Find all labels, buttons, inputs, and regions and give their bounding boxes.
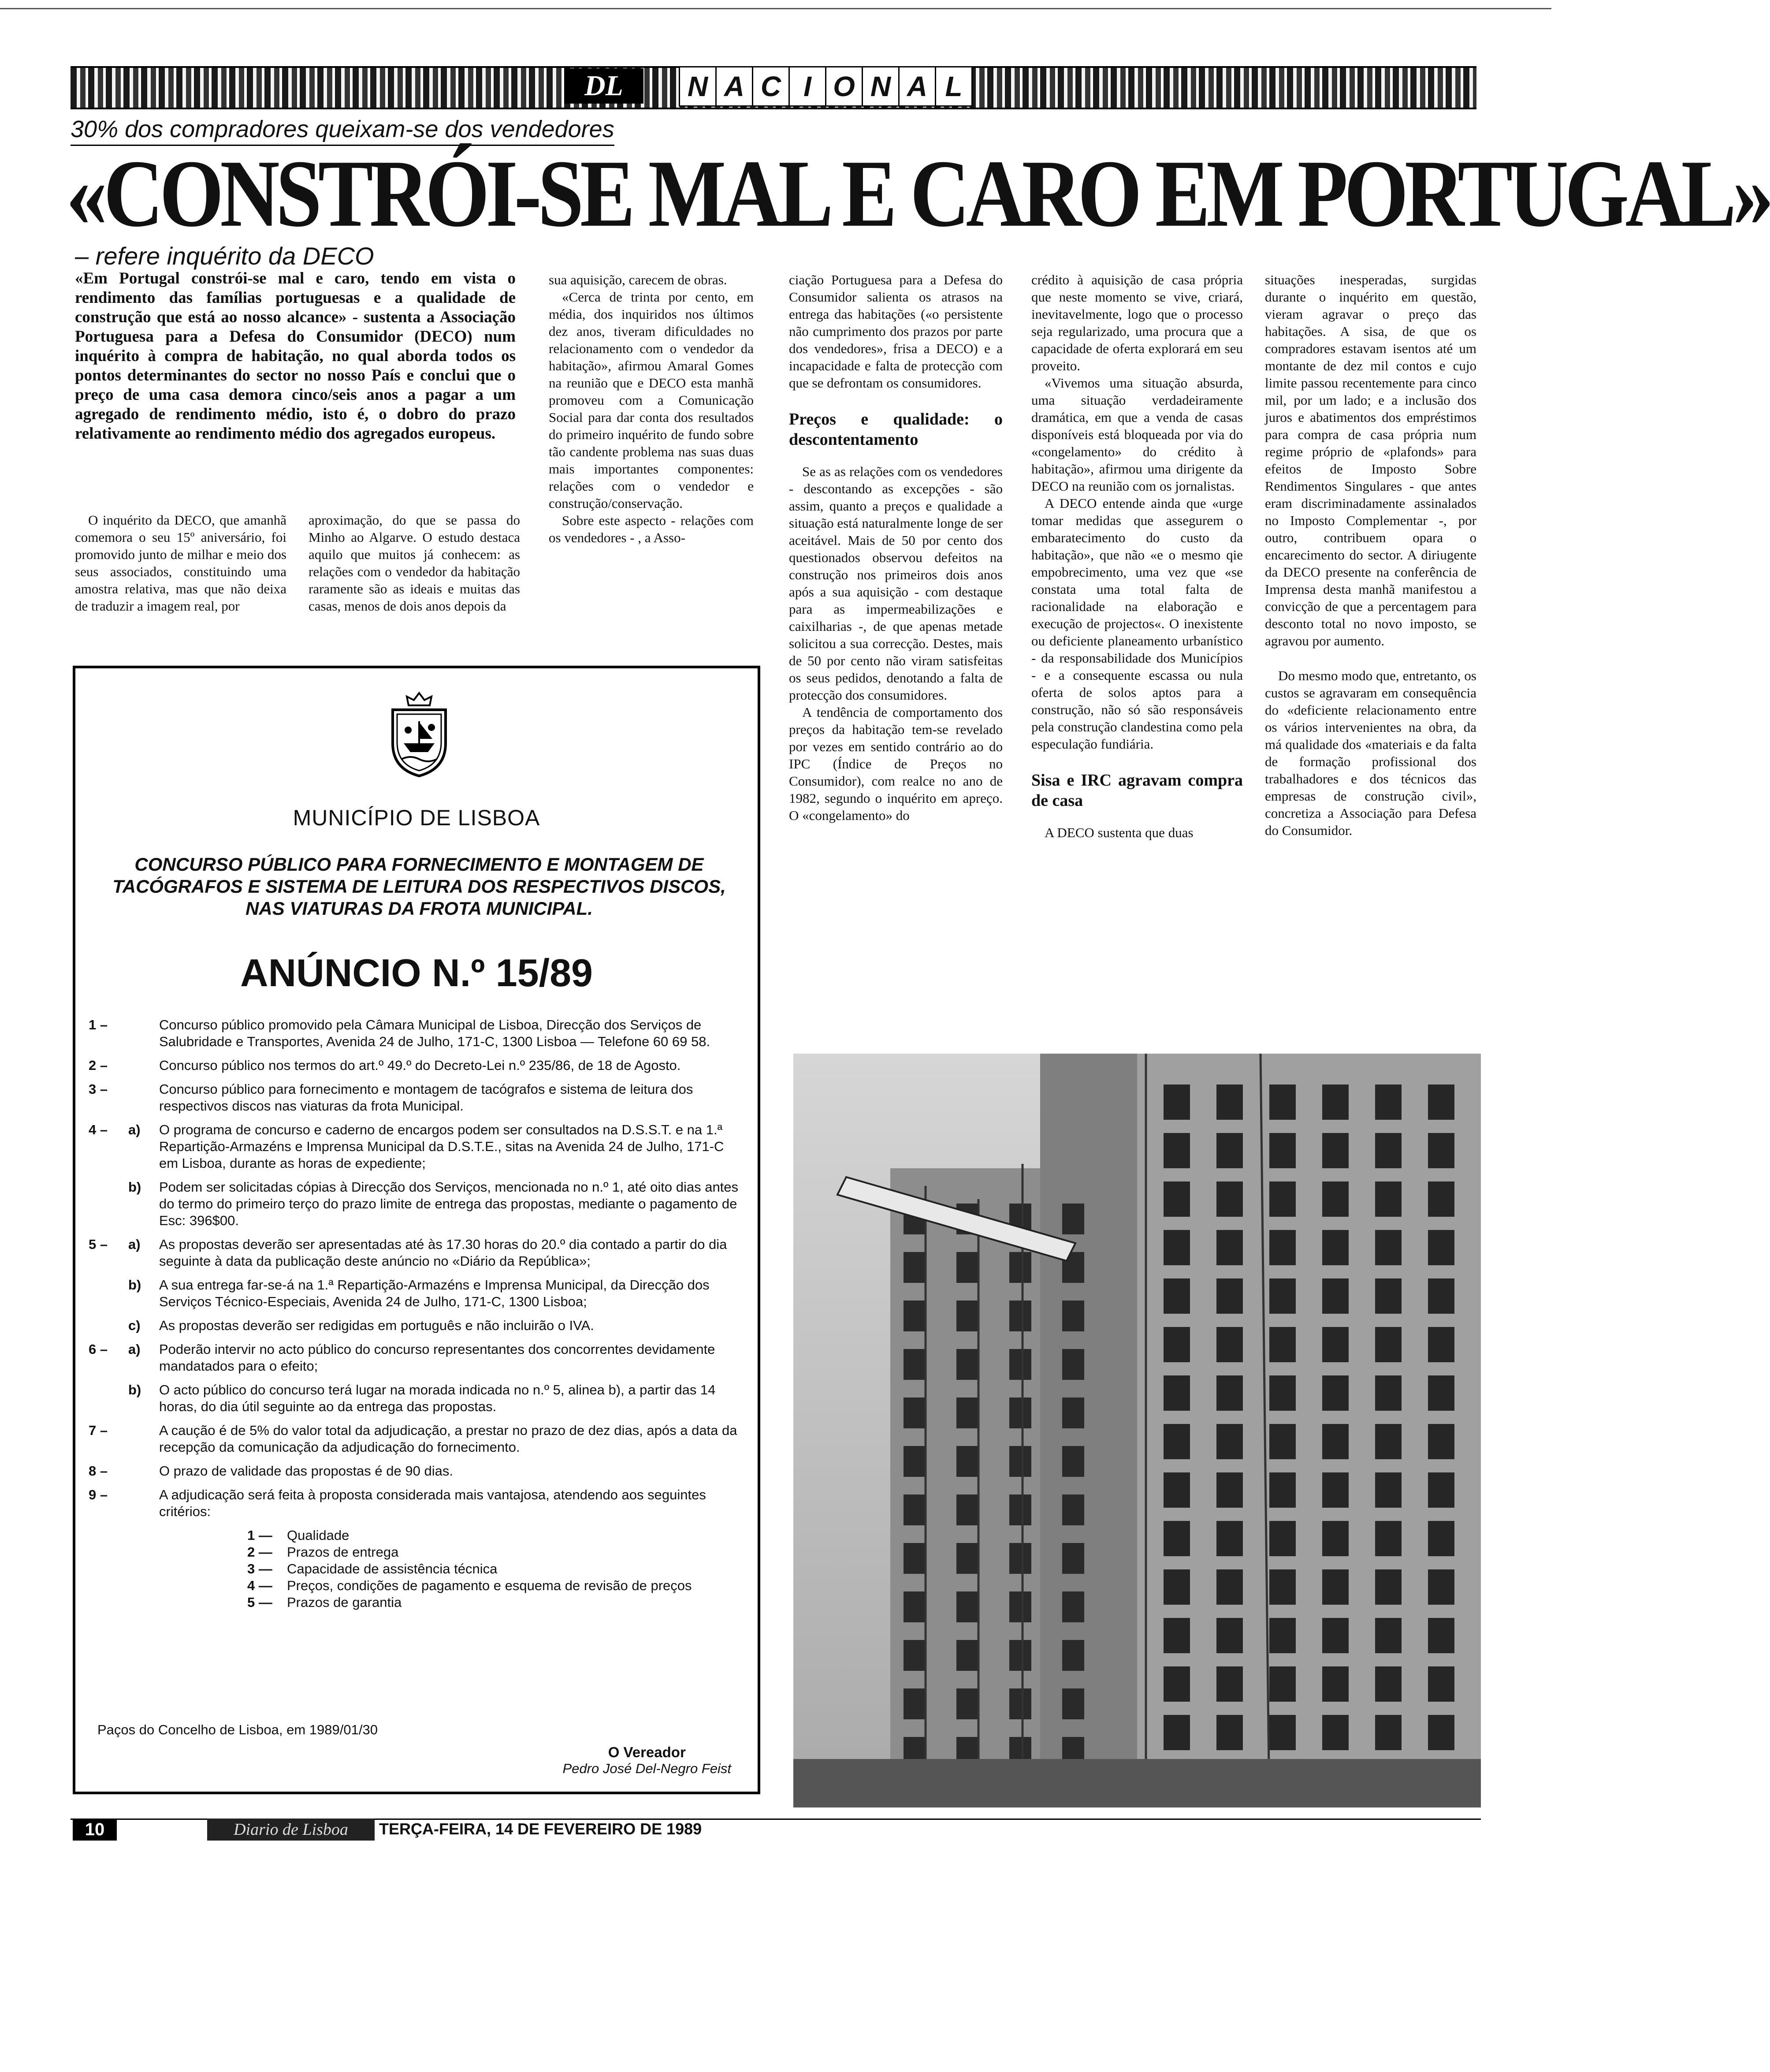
window-mark [1375, 1230, 1402, 1265]
window-mark [1269, 1181, 1296, 1217]
item-subletter: b) [128, 1179, 141, 1195]
criterion [247, 1561, 745, 1577]
window-mark [1269, 1569, 1296, 1605]
window-mark [1322, 1521, 1349, 1556]
window-mark [1322, 1084, 1349, 1120]
window-mark [1164, 1569, 1190, 1605]
item-text: A adjudicação será feita à proposta considerada mais vantajosa, atendendo aos seguintes critérios: [159, 1487, 706, 1519]
section-letter: A [898, 66, 935, 107]
window-mark [1062, 1591, 1084, 1622]
subheading: Preços e qualidade: o descontentamento [789, 410, 1003, 449]
notice-item [89, 1487, 745, 1520]
criterion-number: 2 — [247, 1544, 272, 1560]
paragraph: ciação Portuguesa para a Defesa do Consumidor salienta os atrasos na entrega das habitações («o persistente não cumprimento dos prazos por parte dos vendedores», frisa a DECO) e a incapacidade e falta de protecção com que se defrontam os consumidores. [789, 272, 1003, 391]
window-mark [956, 1688, 978, 1719]
notice-item [89, 1179, 745, 1229]
section-label [679, 66, 973, 106]
municipal-notice [73, 666, 760, 1794]
window-mark [1375, 1569, 1402, 1605]
window-mark [1009, 1640, 1031, 1671]
window-mark [1269, 1327, 1296, 1362]
article-column-b [309, 511, 520, 615]
window-mark [1428, 1715, 1454, 1750]
window-mark [1269, 1230, 1296, 1265]
window-mark [1375, 1424, 1402, 1459]
article-column-a [75, 511, 286, 615]
item-number: 5 – [89, 1237, 108, 1252]
window-mark [904, 1397, 926, 1428]
window-mark [1062, 1688, 1084, 1719]
item-text: Concurso público para fornecimento e montagem de tacógrafos e sistema de leitura dos respectivos discos nas viaturas da frota Municipal. [159, 1081, 693, 1114]
paragraph: A DECO entende ainda que «urge tomar medidas que assegurem o embaratecimento do custo da habitação», que não «e o mesmo qie empobrecimento, uma vez que «se constata uma total falta de racionalidade na elaboração e execução de projectos«. O inexistente ou deficiente planeamento urbanístico - da responsabilidade dos Municípios - e a consequente escassa ou nula oferta de solos aptos para a construção, não só são responsáveis pela construção clandestina como pela especulação fundiária. [1031, 496, 1243, 752]
window-mark [1375, 1666, 1402, 1702]
item-number: 8 – [89, 1463, 108, 1479]
item-text: O programa de concurso e caderno de encargos podem ser consultados na D.S.S.T. e na 1.ª Repartição-Armazéns e Imprensa Municipal da D.S.T.E., sitas na Avenida 24 de Julho, 171-C em Lisboa, durante as horas de expediente; [159, 1122, 724, 1171]
window-mark [1322, 1569, 1349, 1605]
window-mark [1164, 1327, 1190, 1362]
window-mark [904, 1446, 926, 1477]
window-mark [904, 1640, 926, 1671]
section-letter: N [679, 66, 715, 107]
window-mark [904, 1349, 926, 1380]
article-column-f [1265, 271, 1476, 839]
paragraph: A tendência de comportamento dos preços da habitação tem-se revelado por vezes em sentido contrário ao do IPC (Índice de Preços no Consumidor), com realce no ano de 1982, segundo o inquérito em apreço. O «congelamento» do [789, 704, 1003, 823]
criterion-number: 3 — [247, 1561, 272, 1576]
window-mark [1428, 1230, 1454, 1265]
item-subletter: a) [128, 1342, 141, 1357]
window-mark [1269, 1424, 1296, 1459]
window-mark [1428, 1327, 1454, 1362]
notice-item [89, 1317, 745, 1334]
window-mark [1216, 1327, 1243, 1362]
window-mark [1164, 1521, 1190, 1556]
notice-item [89, 1122, 745, 1172]
article-lead: «Em Portugal constrói-se mal e caro, tendo em vista o rendimento das famílias portuguesas e a qualidade de construção que está ao nosso alcance» - sustenta a Associação Portuguesa para a Defesa do Consumidor (DECO) num inquérito à compra de habitação, no qual aborda todos os pontos determinantes do sector no nosso País e conclui que o preço de uma casa demora cinco/seis anos a pagar a um agregado de rendimento médio, isto é, o dobro do prazo relativamente ao rendimento médio dos agregados europeus. [75, 269, 516, 443]
item-subletter [128, 1057, 159, 1074]
window-mark [1009, 1252, 1031, 1283]
window-mark [1062, 1397, 1084, 1428]
subheading: Sisa e IRC agravam compra de casa [1031, 771, 1243, 810]
window-mark [1216, 1715, 1243, 1750]
window-mark [1216, 1569, 1243, 1605]
window-mark [956, 1640, 978, 1671]
item-subletter [128, 1081, 159, 1114]
item-number: 1 – [89, 1017, 108, 1032]
construction-photo [793, 1054, 1481, 1807]
window-mark [1322, 1618, 1349, 1653]
window-mark [1428, 1521, 1454, 1556]
notice-item [89, 1463, 745, 1479]
headline: «CONSTRÓI-SE MAL E CARO EM PORTUGAL» [66, 141, 1770, 247]
footer-masthead: Diario de Lisboa [207, 1819, 375, 1841]
window-mark [1375, 1521, 1402, 1556]
window-mark [1322, 1715, 1349, 1750]
footer-date: TERÇA-FEIRA, 14 DE FEVEREIRO DE 1989 [379, 1820, 702, 1838]
window-mark [956, 1252, 978, 1283]
window-mark [1062, 1446, 1084, 1477]
item-subletter [128, 1487, 159, 1520]
window-mark [1322, 1327, 1349, 1362]
item-number [89, 1179, 128, 1229]
window-mark [1428, 1133, 1454, 1168]
paragraph: O inquérito da DECO, que amanhã comemora o seu 15º aniversário, foi promovido junto de milhar e meio dos seus associados, constituindo uma amostra relativa, mas que não deixa de traduzir a imagem real, por [75, 512, 286, 614]
window-mark [1216, 1472, 1243, 1508]
notice-item [89, 1236, 745, 1270]
item-text: O acto público do concurso terá lugar na morada indicada no n.º 5, alinea b), a partir das 14 horas, do dia útil seguinte ao da entrega das propostas. [159, 1382, 716, 1414]
paragraph: Sobre este aspecto - relações com os vendedores - , a Asso- [549, 513, 754, 545]
window-mark [1269, 1521, 1296, 1556]
window-mark [1164, 1375, 1190, 1411]
window-mark [1375, 1472, 1402, 1508]
item-number: 2 – [89, 1058, 108, 1073]
window-mark [956, 1397, 978, 1428]
window-mark [1269, 1278, 1296, 1314]
newspaper-logo: DL [564, 68, 643, 104]
notice-item [89, 1057, 745, 1074]
item-text: As propostas deverão ser redigidas em português e não incluirão o IVA. [159, 1318, 594, 1333]
item-subletter: b) [128, 1277, 141, 1293]
item-number: 9 – [89, 1487, 108, 1502]
item-number: 6 – [89, 1342, 108, 1357]
criterion-number: 4 — [247, 1578, 272, 1593]
window-mark [1216, 1666, 1243, 1702]
window-mark [1428, 1181, 1454, 1217]
window-mark [1269, 1618, 1296, 1653]
notice-item [89, 1422, 745, 1456]
section-letter: A [715, 66, 752, 107]
window-mark [1216, 1181, 1243, 1217]
criterion [247, 1527, 745, 1544]
notice-item [89, 1382, 745, 1415]
item-subletter: c) [128, 1318, 141, 1333]
window-mark [1009, 1591, 1031, 1622]
window-mark [1322, 1181, 1349, 1217]
signatory [563, 1744, 732, 1777]
window-mark [1164, 1084, 1190, 1120]
window-mark [904, 1543, 926, 1574]
window-mark [956, 1349, 978, 1380]
window-mark [1428, 1084, 1454, 1120]
window-mark [904, 1252, 926, 1283]
window-mark [1375, 1133, 1402, 1168]
window-mark [1009, 1446, 1031, 1477]
criterion-text: Prazos de garantia [287, 1595, 402, 1610]
window-mark [1009, 1688, 1031, 1719]
window-mark [1269, 1375, 1296, 1411]
item-number [89, 1317, 128, 1334]
window-mark [1009, 1301, 1031, 1331]
item-text: O prazo de validade das propostas é de 90 dias. [159, 1463, 453, 1479]
window-mark [1216, 1230, 1243, 1265]
criterion-text: Prazos de entrega [287, 1544, 399, 1560]
window-mark [904, 1688, 926, 1719]
window-mark [956, 1543, 978, 1574]
item-subletter: a) [128, 1237, 141, 1252]
window-mark [1428, 1472, 1454, 1508]
notice-item [89, 1081, 745, 1114]
paragraph: A DECO sustenta que duas [1045, 825, 1194, 840]
window-mark [1428, 1618, 1454, 1653]
window-mark [1164, 1618, 1190, 1653]
item-number: 7 – [89, 1423, 108, 1438]
window-mark [1164, 1424, 1190, 1459]
building-under-construction-image [793, 1054, 1481, 1807]
window-mark [1269, 1084, 1296, 1120]
criterion [247, 1594, 745, 1611]
window-mark [1322, 1230, 1349, 1265]
window-mark [1322, 1666, 1349, 1702]
window-mark [1322, 1278, 1349, 1314]
item-text: As propostas deverão ser apresentadas até às 17.30 horas do 20.º dia contado a partir do dia seguinte à data da publicação deste anúncio no «Diário da República»; [159, 1237, 727, 1269]
window-mark [1216, 1618, 1243, 1653]
criterion-number: 5 — [247, 1595, 272, 1610]
window-mark [1164, 1666, 1190, 1702]
paragraph: crédito à aquisição de casa própria que neste momento se vive, criará, inevitavelmente, logo que o processo seja regularizado, uma procura que a capacidade de oferta explorará em seu proveito. [1031, 272, 1243, 373]
item-subletter: b) [128, 1382, 141, 1397]
item-subletter: a) [128, 1122, 141, 1137]
window-mark [1062, 1301, 1084, 1331]
window-mark [904, 1494, 926, 1525]
item-number: 4 – [89, 1122, 108, 1137]
window-mark [1322, 1424, 1349, 1459]
window-mark [1164, 1472, 1190, 1508]
window-mark [1164, 1278, 1190, 1314]
article-column-d [789, 271, 1003, 824]
window-mark [1062, 1204, 1084, 1234]
criteria-list [247, 1527, 745, 1611]
window-mark [1428, 1666, 1454, 1702]
item-number [89, 1382, 128, 1415]
signatory-name: Pedro José Del-Negro Feist [562, 1761, 731, 1776]
window-mark [1269, 1715, 1296, 1750]
window-mark [904, 1301, 926, 1331]
notice-items [89, 1017, 745, 1611]
item-text: Poderão intervir no acto público do concurso representantes dos concorrentes devidamente mandatados para o efeito; [159, 1342, 715, 1374]
window-mark [1375, 1327, 1402, 1362]
paragraph: sua aquisição, carecem de obras. [549, 272, 727, 287]
subhead: – refere inquérito da DECO [75, 242, 374, 270]
paragraph: Do mesmo modo que, entretanto, os custos se agravaram em consequência do «deficiente relacionamento entre os vários intervenientes na obra, da má qualidade dos «materiais e da falta de formação profissional dos trabalhadores e dos técnicos das empresas de construção civil», concretiza a Associação para Defesa do Consumidor. [1265, 668, 1476, 838]
window-mark [1062, 1494, 1084, 1525]
window-mark [1216, 1084, 1243, 1120]
section-letter: L [935, 66, 973, 107]
section-letter: N [862, 66, 898, 107]
window-mark [1009, 1494, 1031, 1525]
section-letter: O [825, 66, 862, 107]
tender-title: CONCURSO PÚBLICO PARA FORNECIMENTO E MONTAGEM DE TACÓGRAFOS E SISTEMA DE LEITURA DOS RESPECTIVOS DISCOS, NAS VIATURAS DA FROTA MUNICIPAL. [112, 854, 726, 919]
window-mark [1164, 1133, 1190, 1168]
window-mark [1322, 1133, 1349, 1168]
top-rule [0, 0, 1551, 9]
window-mark [1216, 1375, 1243, 1411]
item-text: A sua entrega far-se-á na 1.ª Repartição-Armazéns e Imprensa Municipal, da Direcção dos Serviços Técnico-Especiais, Avenida 24 de Julho, 171-C, 1300 Lisboa; [159, 1277, 710, 1309]
window-mark [1322, 1375, 1349, 1411]
window-mark [1375, 1375, 1402, 1411]
signature-place-date: Paços do Concelho de Lisboa, em 1989/01/30 [97, 1722, 378, 1737]
window-mark [956, 1301, 978, 1331]
announcement-number: ANÚNCIO N.º 15/89 [240, 951, 593, 995]
criterion-number: 1 — [247, 1528, 272, 1543]
window-mark [1062, 1640, 1084, 1671]
section-letter: C [752, 66, 788, 107]
item-number: 3 – [89, 1081, 108, 1097]
window-mark [1164, 1715, 1190, 1750]
window-mark [1009, 1543, 1031, 1574]
paragraph: aproximação, do que se passa do Minho ao Algarve. O estudo destaca aquilo que muitos já conhecem: as relações com o vendedor da habitação raramente são as ideais e muitas das casas, menos de dois anos depois da [309, 512, 520, 614]
item-subletter [128, 1422, 159, 1456]
window-mark [956, 1591, 978, 1622]
notice-item [89, 1017, 745, 1050]
article-column-c [549, 271, 754, 546]
window-mark [1269, 1472, 1296, 1508]
article-column-e [1031, 271, 1243, 841]
kicker: 30% dos compradores queixam-se dos vendedores [71, 116, 614, 146]
window-mark [1216, 1521, 1243, 1556]
notice-item [89, 1277, 745, 1310]
paragraph: «Cerca de trinta por cento, em média, dos inquiridos nos últimos dez anos, tiveram dificuldades no relacionamento com o vendedor da habitação», afirmou Amaral Gomes na reunião que e DECO esta manhã promoveu com a Comunicação Social para dar conta dos resultados do primeiro inquérito de fundo sobre tão candente problema nas suas duas mais importantes componentes: relações com o vendedor e construção/conservação. [549, 289, 754, 511]
window-mark [1375, 1278, 1402, 1314]
window-mark [1375, 1618, 1402, 1653]
item-text: A caução é de 5% do valor total da adjudicação, a prestar no prazo de dez dias, após a data da recepção da comunicação da adjudicação do fornecimento. [159, 1423, 737, 1455]
window-mark [1009, 1349, 1031, 1380]
window-mark [1428, 1424, 1454, 1459]
window-mark [956, 1494, 978, 1525]
item-subletter [128, 1463, 159, 1479]
window-mark [1375, 1181, 1402, 1217]
paragraph: situações inesperadas, surgidas durante o inquérito em questão, vieram agravar o preço das habitações. A sisa, de que os compradores estavam isentos até um montante de dez mil contos e cujo limite passou recentemente para cinco mil, por um lado; e a inclusão dos juros e abatimentos dos empréstimos para compra de casa própria num regime próprio de «plafonds» para efeitos de Imposto Sobre Rendimentos Singulares - que antes eram discriminadamente assinalados no Imposto Complementar -, por outro, contribuem opara o encarecimento do sector. A diriugente da DECO presente na conferência de Imprensa desta manhã manifestou a convicção de que a percentagem para desconto total no novo imposto, se agravou por aumento. [1265, 272, 1476, 648]
criterion-text: Preços, condições de pagamento e esquema de revisão de preços [287, 1578, 692, 1593]
item-text: Concurso público nos termos do art.º 49.º do Decreto-Lei n.º 235/86, de 18 de Agosto. [159, 1058, 681, 1073]
window-mark [956, 1446, 978, 1477]
window-mark [1216, 1424, 1243, 1459]
window-mark [1375, 1715, 1402, 1750]
criterion-text: Capacidade de assistência técnica [287, 1561, 498, 1576]
notice-item [89, 1341, 745, 1375]
criterion [247, 1544, 745, 1561]
lisbon-coat-of-arms-icon [384, 690, 454, 779]
signatory-title: O Vereador [608, 1744, 686, 1760]
window-mark [1428, 1375, 1454, 1411]
window-mark [904, 1591, 926, 1622]
paragraph: Se as as relações com os vendedores - descontando as excepções - são assim, quanto a preços e qualidade a situação está naturalmente longe de ser aceitável. Mais de 50 por cento dos questionados observou defeitos na construção nos primeiros dois anos após a sua aquisição - com destaque para as impermeabilizações e caixilharias -, de que apenas metade solicitou a sua correcção. Destes, mais de 50 por cento não viram satisfeitas os seus pedidos, denotando a falta de protecção dos consumidores. [789, 464, 1003, 703]
window-mark [1216, 1278, 1243, 1314]
window-mark [1375, 1084, 1402, 1120]
window-mark [1062, 1349, 1084, 1380]
window-mark [1164, 1230, 1190, 1265]
paragraph: «Vivemos uma situação absurda, uma situação verdadeiramente dramática, em que a venda de casas disponíveis está bloqueada por via do «congelamento» do crédito à habitação», afirmou uma dirigente da DECO na reunião com os jornalistas. [1031, 375, 1243, 494]
item-subletter [128, 1017, 159, 1050]
window-mark [1428, 1569, 1454, 1605]
item-text: Podem ser solicitadas cópias à Direcção dos Serviços, mencionada no n.º 1, até oito dias antes do termo do primeiro terço do prazo limite de entrega das propostas, mediante o pagamento de Esc: 396$00. [159, 1179, 739, 1228]
municipality-title: MUNICÍPIO DE LISBOA [293, 805, 540, 830]
window-mark [1062, 1543, 1084, 1574]
criterion [247, 1577, 745, 1594]
window-mark [1164, 1181, 1190, 1217]
item-text: Concurso público promovido pela Câmara Municipal de Lisboa, Direcção dos Serviços de Salubridade e Transportes, Avenida 24 de Julho, 171-C, 1300 Lisboa — Telefone 60 69 58. [159, 1017, 710, 1049]
window-mark [1269, 1133, 1296, 1168]
window-mark [1428, 1278, 1454, 1314]
window-mark [1322, 1472, 1349, 1508]
page-number: 10 [73, 1819, 117, 1841]
window-mark [1269, 1666, 1296, 1702]
window-mark [1216, 1133, 1243, 1168]
window-mark [1009, 1397, 1031, 1428]
section-letter: I [788, 66, 825, 107]
item-number [89, 1277, 128, 1310]
criterion-text: Qualidade [287, 1528, 350, 1543]
